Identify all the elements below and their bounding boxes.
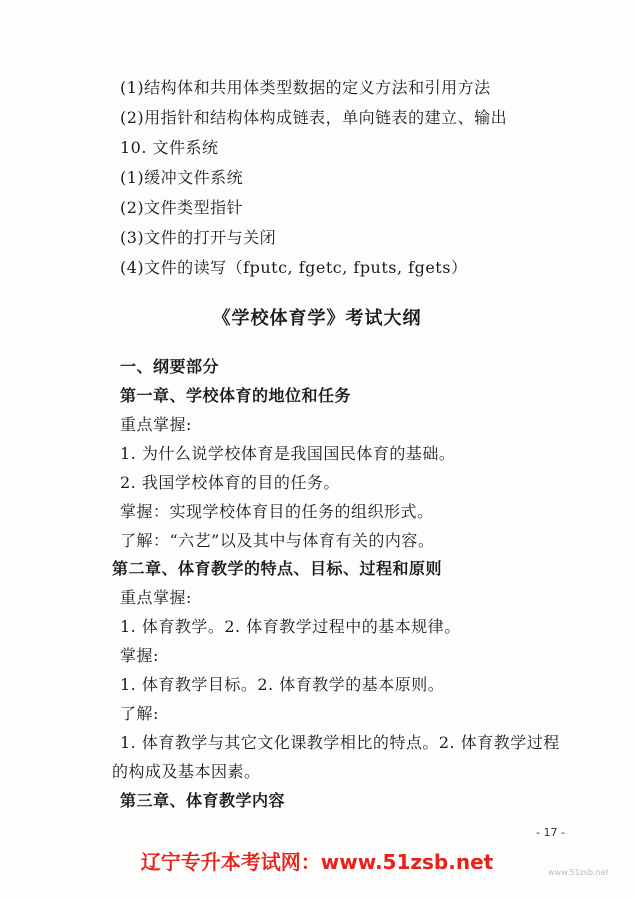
chapter-1-key-item: 1. 为什么说学校体育是我国国民体育的基础。 (120, 444, 456, 463)
chapter-1-heading: 第一章、学校体育的地位和任务 (120, 386, 352, 405)
chapter-2-master-text: 1. 体育教学目标。2. 体育教学的基本原则。 (120, 675, 445, 694)
document-title: 《学校体育学》考试大纲 (212, 308, 422, 329)
list-item-buffer-fs: (1)缓冲文件系统 (120, 168, 244, 187)
list-item-linked-list: (2)用指针和结构体构成链表，单向链表的建立、输出 (120, 108, 508, 127)
corner-watermark: www.51zsb.net (548, 868, 609, 877)
list-item-file-pointer: (2)文件类型指针 (120, 198, 244, 217)
section-heading: 一、纲要部分 (120, 357, 220, 376)
chapter-1-understand: 了解：“六艺”以及其中与体育有关的内容。 (120, 531, 435, 550)
list-item-struct: (1)结构体和共用体类型数据的定义方法和引用方法 (120, 78, 491, 97)
chapter-1-key-item: 2. 我国学校体育的目的任务。 (120, 473, 340, 492)
list-item-read-write: (4)文件的读写（fputc, fgetc, fputs, fgets） (120, 258, 468, 277)
chapter-2-understand-text: 的构成及基本因素。 (112, 762, 261, 781)
chapter-1-key-label: 重点掌握: (120, 415, 192, 434)
chapter-2-understand-label: 了解: (120, 704, 159, 723)
chapter-2-understand-text: 1. 体育教学与其它文化课教学相比的特点。2. 体育教学过程 (120, 733, 560, 752)
chapter-2-key-label: 重点掌握: (120, 588, 192, 607)
list-item-open-close: (3)文件的打开与关闭 (120, 228, 277, 247)
page-number: - 17 - (536, 826, 565, 839)
chapter-1-master: 掌握：实现学校体育目的任务的组织形式。 (120, 502, 434, 521)
chapter-2-master-label: 掌握: (120, 646, 159, 665)
chapter-2-heading: 第二章、体育教学的特点、目标、过程和原则 (112, 559, 443, 578)
chapter-3-heading: 第三章、体育教学内容 (120, 791, 286, 810)
list-item-file-system: 10. 文件系统 (120, 138, 219, 157)
watermark-link[interactable]: 辽宁专升本考试网：www.51zsb.net (140, 850, 494, 874)
chapter-2-key-text: 1. 体育教学。2. 体育教学过程中的基本规律。 (120, 617, 461, 636)
